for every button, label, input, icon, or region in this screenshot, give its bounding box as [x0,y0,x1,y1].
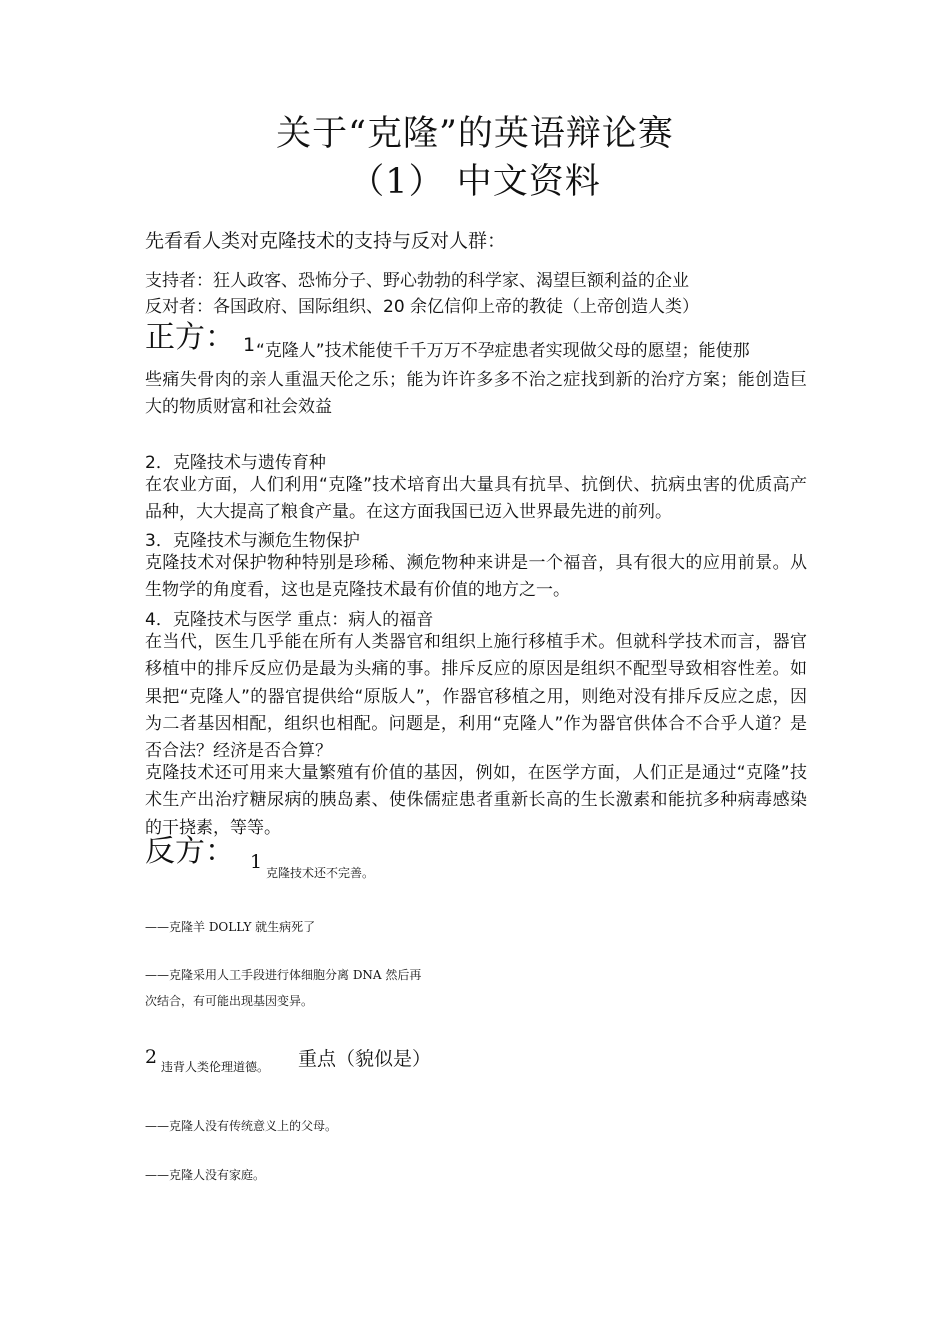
intro-lead: 先看看人类对克隆技术的支持与反对人群： [145,230,507,252]
pro-point-1-number: 1 [243,334,256,356]
pro-point-5-body: 克隆技术还可用来大量繁殖有价值的基因，例如，在医学方面，人们正是通过“克隆”技术生产出治疗糖尿病的胰岛素、使侏儒症患者重新长高的生长激素和能抗多种病毒感染的干挠素，等等。 [145,763,807,838]
con-point-1-number: 1 [250,851,263,873]
pro-point-3-title: 3．克隆技术与濒危生物保护 [145,531,360,551]
con-point-2-detail-b: ——克隆人没有家庭。 [145,1168,266,1182]
pro-point-4-body: 在当代，医生几乎能在所有人类器官和组织上施行移植手术。但就科学技术而言，器官移植中的排斥反应仍是最为头痛的事。排斥反应的原因是组织不配型导致相容性差。如果把“克隆人”的器官提供给“原版人”，作器官移植之用，则绝对没有排斥反应之虑，因为二者基因相配，组织也相配。问题是，利用“克隆人”作为器官供体合不合乎人道？是否合法？经济是否合算？ [145,632,807,762]
pro-point-2-title: 2．克隆技术与遗传育种 [145,453,326,473]
con-point-2-detail-a: ——克隆人没有传统意义上的父母。 [145,1119,338,1133]
opponents-line: 反对者：各国政府、国际组织、20 余亿信仰上帝的教徒（上帝创造人类） [145,297,700,317]
pro-point-2-body: 在农业方面，人们利用“克隆”技术培育出大量具有抗旱、抗倒伏、抗病虫害的优质高产品种，大大提高了粮食产量。在这方面我国已迈入世界最先进的前列。 [145,475,807,523]
con-point-2-key-note: 重点（貌似是） [298,1048,432,1070]
supporters-line: 支持者：狂人政客、恐怖分子、野心勃勃的科学家、渴望巨额利益的企业 [145,271,689,291]
con-point-1-text: 克隆技术还不完善。 [266,866,375,880]
document-title: 关于“克隆”的英语辩论赛 [276,114,674,154]
pro-point-3-body: 克隆技术对保护物种特别是珍稀、濒危物种来讲是一个福音，具有很大的应用前景。从生物学的角度看，这也是克隆技术最有价值的地方之一。 [145,553,807,601]
con-heading: 反方： [145,834,235,869]
con-point-1-detail-a: ——克隆羊 DOLLY 就生病死了 [145,920,316,934]
con-point-2-number: 2 [145,1046,158,1068]
pro-heading: 正方： [145,320,235,355]
pro-point-1-first-line: “克隆人”技术能使千千万万不孕症患者实现做父母的愿望；能使那 [256,341,750,361]
con-point-1-detail-b-line1: ——克隆采用人工手段进行体细胞分离 DNA 然后再 [145,968,422,982]
document-subtitle: （1） 中文资料 [349,162,601,202]
con-point-1-detail-b-line2: 次结合，有可能出现基因变异。 [145,994,314,1008]
pro-point-4-title: 4．克隆技术与医学 重点：病人的福音 [145,610,434,630]
con-point-2-text: 违背人类伦理道德。 [161,1060,270,1074]
pro-point-1-body: 些痛失骨肉的亲人重温天伦之乐；能为许许多多不治之症找到新的治疗方案；能创造巨大的物质财富和社会效益 [145,370,807,418]
